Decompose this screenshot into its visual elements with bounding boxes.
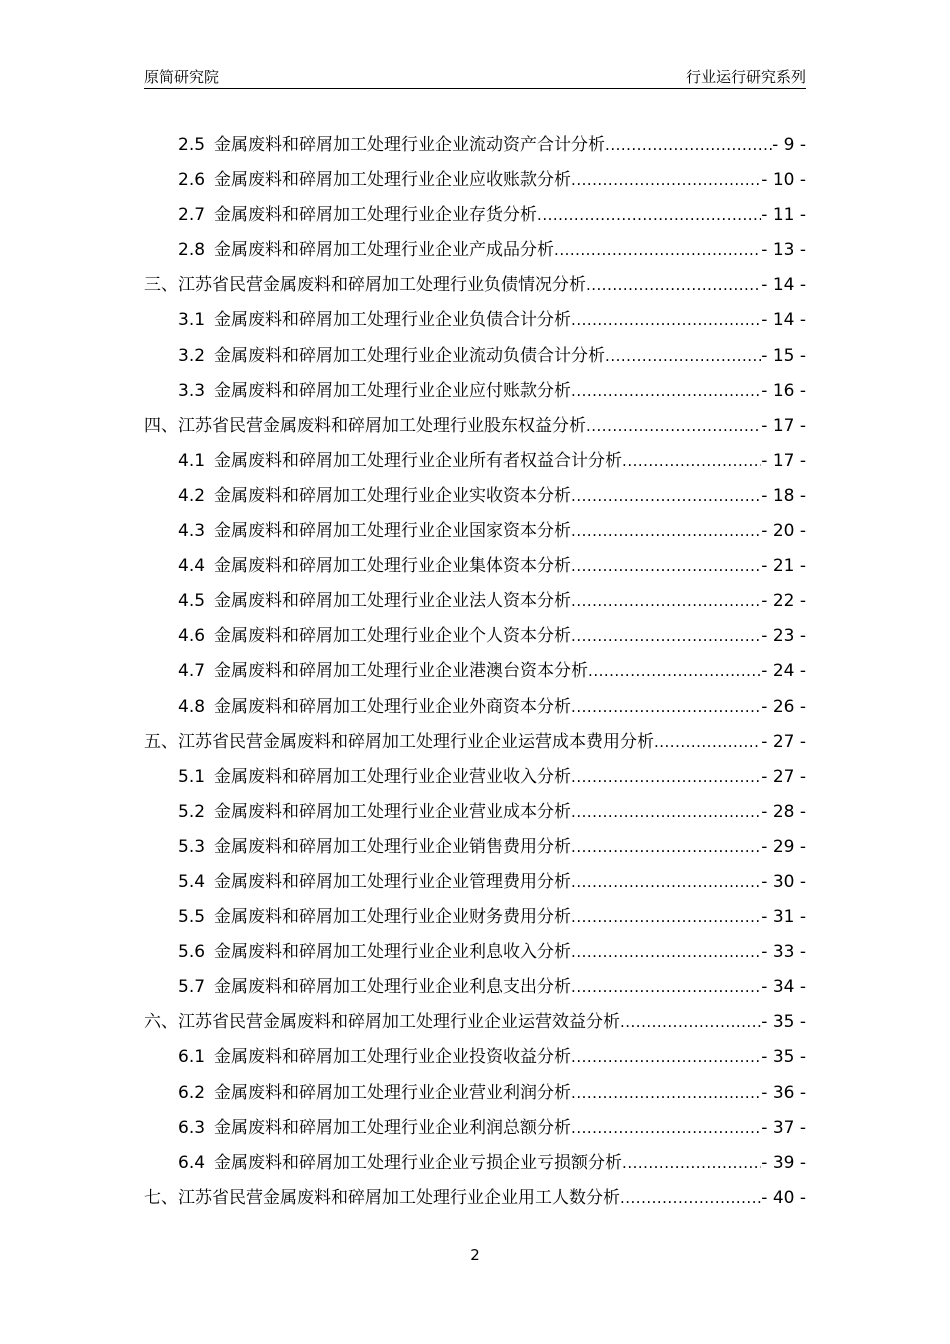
toc-leader-dots: [571, 830, 761, 865]
toc-entry-title: 金属废料和碎屑加工处理行业企业国家资本分析: [214, 521, 572, 542]
toc-entry-title: 五、江苏省民营金属废料和碎屑加工处理行业企业运营成本费用分析: [144, 731, 654, 752]
toc-entry[interactable]: [144, 1181, 806, 1216]
toc-entry-title: 金属废料和碎屑加工处理行业企业营业收入分析: [214, 766, 572, 787]
header-divider: [144, 88, 806, 89]
toc-entry-page: - 28 -: [761, 801, 806, 822]
toc-entry[interactable]: [144, 409, 806, 444]
toc-leader-dots: [537, 198, 761, 233]
toc-entry-page: - 15 -: [761, 345, 806, 366]
toc-entry-title: 金属废料和碎屑加工处理行业企业实收资本分析: [214, 485, 572, 506]
toc-entry-title: 金属废料和碎屑加工处理行业企业集体资本分析: [214, 556, 572, 577]
toc-entry-number: 4.2: [178, 485, 206, 506]
toc-entry[interactable]: [144, 198, 806, 233]
toc-entry[interactable]: [144, 935, 806, 970]
toc-entry-title: 金属废料和碎屑加工处理行业企业利润总额分析: [214, 1117, 572, 1138]
toc-entry-page: - 14 -: [761, 275, 806, 296]
toc-entry-title: 金属废料和碎屑加工处理行业企业个人资本分析: [214, 626, 572, 647]
table-of-contents: [144, 128, 806, 1216]
toc-entry-number: 2.6: [178, 170, 206, 191]
toc-entry-title: 四、江苏省民营金属废料和碎屑加工处理行业股东权益分析: [144, 415, 586, 436]
toc-leader-dots: [571, 584, 761, 619]
toc-leader-dots: [571, 619, 761, 654]
toc-leader-dots: [554, 233, 761, 268]
toc-entry-title: 六、江苏省民营金属废料和碎屑加工处理行业企业运营效益分析: [144, 1012, 620, 1033]
toc-entry-title: 金属废料和碎屑加工处理行业企业财务费用分析: [214, 907, 572, 928]
toc-entry-page: - 14 -: [761, 310, 806, 331]
toc-entry[interactable]: [144, 1040, 806, 1075]
toc-entry-number: 6.1: [178, 1047, 206, 1068]
toc-entry-page: - 11 -: [761, 205, 806, 226]
toc-leader-dots: [571, 795, 761, 830]
toc-entry[interactable]: [144, 690, 806, 725]
toc-entry-number: 5.3: [178, 836, 206, 857]
toc-entry-number: 5.5: [178, 907, 206, 928]
toc-leader-dots: [620, 1005, 761, 1040]
toc-entry-number: 6.4: [178, 1152, 206, 1173]
toc-entry-title: 金属废料和碎屑加工处理行业企业港澳台资本分析: [214, 661, 589, 682]
toc-entry-title: 金属废料和碎屑加工处理行业企业应收账款分析: [214, 170, 572, 191]
toc-leader-dots: [586, 409, 761, 444]
toc-entry-page: - 10 -: [761, 170, 806, 191]
toc-entry-number: 4.6: [178, 626, 206, 647]
toc-entry-page: - 22 -: [761, 591, 806, 612]
toc-entry[interactable]: [144, 514, 806, 549]
toc-entry-number: 3.2: [178, 345, 206, 366]
toc-entry[interactable]: [144, 374, 806, 409]
toc-entry-number: 4.5: [178, 591, 206, 612]
toc-leader-dots: [605, 128, 772, 163]
toc-entry-number: 4.4: [178, 556, 206, 577]
toc-entry-page: - 29 -: [761, 836, 806, 857]
toc-entry-number: 5.4: [178, 871, 206, 892]
toc-entry-page: - 21 -: [761, 556, 806, 577]
toc-entry[interactable]: [144, 163, 806, 198]
toc-entry[interactable]: [144, 584, 806, 619]
toc-leader-dots: [622, 1146, 761, 1181]
toc-leader-dots: [588, 654, 761, 689]
toc-entry[interactable]: [144, 233, 806, 268]
toc-entry-number: 2.5: [178, 135, 206, 155]
toc-entry-title: 金属废料和碎屑加工处理行业企业所有者权益合计分析: [214, 450, 623, 471]
toc-leader-dots: [620, 1181, 761, 1216]
toc-entry-page: - 37 -: [761, 1117, 806, 1138]
page-number: 2: [470, 1246, 480, 1264]
toc-leader-dots: [571, 1040, 761, 1075]
toc-entry-page: - 31 -: [761, 907, 806, 928]
toc-entry-number: 2.8: [178, 240, 206, 261]
toc-entry[interactable]: [144, 268, 806, 303]
toc-entry-number: 3.1: [178, 310, 206, 331]
toc-entry-page: - 27 -: [761, 766, 806, 787]
toc-entry-title: 金属废料和碎屑加工处理行业企业利息支出分析: [214, 977, 572, 998]
toc-entry-page: - 30 -: [761, 871, 806, 892]
toc-entry[interactable]: [144, 1076, 806, 1111]
toc-leader-dots: [571, 760, 761, 795]
toc-entry[interactable]: [144, 760, 806, 795]
toc-leader-dots: [586, 268, 761, 303]
toc-entry-title: 金属废料和碎屑加工处理行业企业营业利润分析: [214, 1082, 572, 1103]
toc-leader-dots: [571, 865, 761, 900]
toc-entry[interactable]: [144, 865, 806, 900]
toc-entry[interactable]: [144, 654, 806, 689]
toc-entry[interactable]: [144, 795, 806, 830]
toc-entry-number: 5.1: [178, 766, 206, 787]
toc-entry[interactable]: [144, 1111, 806, 1146]
toc-entry-page: - 23 -: [761, 626, 806, 647]
toc-leader-dots: [571, 549, 761, 584]
toc-leader-dots: [571, 900, 761, 935]
toc-entry[interactable]: [144, 444, 806, 479]
toc-entry-number: 5.7: [178, 977, 206, 998]
header-left: 原简研究院: [144, 68, 220, 86]
toc-entry-page: - 35 -: [761, 1012, 806, 1033]
toc-leader-dots: [571, 935, 761, 970]
toc-entry[interactable]: [144, 339, 806, 374]
toc-entry-page: - 18 -: [761, 485, 806, 506]
toc-entry-title: 金属废料和碎屑加工处理行业企业产成品分析: [214, 240, 555, 261]
toc-leader-dots: [571, 303, 761, 338]
toc-entry[interactable]: [144, 549, 806, 584]
toc-entry-page: - 17 -: [761, 450, 806, 471]
toc-entry-title: 金属废料和碎屑加工处理行业企业亏损企业亏损额分析: [214, 1152, 623, 1173]
toc-entry-title: 金属废料和碎屑加工处理行业企业管理费用分析: [214, 871, 572, 892]
toc-entry-number: 5.6: [178, 942, 206, 963]
toc-entry[interactable]: [144, 619, 806, 654]
toc-entry-title: 金属废料和碎屑加工处理行业企业应付账款分析: [214, 380, 572, 401]
toc-entry-page: - 35 -: [761, 1047, 806, 1068]
toc-entry[interactable]: [144, 900, 806, 935]
toc-entry[interactable]: [144, 830, 806, 865]
toc-entry-title: 金属废料和碎屑加工处理行业企业销售费用分析: [214, 836, 572, 857]
toc-entry[interactable]: [144, 303, 806, 338]
toc-entry-title: 金属废料和碎屑加工处理行业企业利息收入分析: [214, 942, 572, 963]
toc-entry[interactable]: [144, 1005, 806, 1040]
toc-entry[interactable]: [144, 725, 806, 760]
toc-leader-dots: [654, 725, 761, 760]
toc-entry-number: 2.7: [178, 205, 206, 226]
toc-leader-dots: [622, 444, 761, 479]
toc-entry-title: 金属废料和碎屑加工处理行业企业流动资产合计分析: [214, 135, 606, 155]
header-right: 行业运行研究系列: [685, 68, 806, 86]
toc-entry-page: - 36 -: [761, 1082, 806, 1103]
toc-entry-page: - 40 -: [761, 1187, 806, 1208]
toc-entry-title: 金属废料和碎屑加工处理行业企业存货分析: [214, 205, 538, 226]
toc-entry-number: 6.2: [178, 1082, 206, 1103]
toc-entry[interactable]: [144, 128, 806, 163]
toc-entry-title: 金属废料和碎屑加工处理行业企业流动负债合计分析: [214, 345, 606, 366]
toc-entry[interactable]: [144, 970, 806, 1005]
toc-entry-number: 4.8: [178, 696, 206, 717]
toc-entry[interactable]: [144, 1146, 806, 1181]
toc-entry-page: - 13 -: [761, 240, 806, 261]
toc-entry-page: - 16 -: [761, 380, 806, 401]
toc-entry-title: 金属废料和碎屑加工处理行业企业负债合计分析: [214, 310, 572, 331]
toc-leader-dots: [571, 374, 761, 409]
toc-entry-page: - 9 -: [772, 135, 806, 155]
toc-leader-dots: [571, 690, 761, 725]
toc-entry-page: - 39 -: [761, 1152, 806, 1173]
toc-leader-dots: [571, 163, 761, 198]
toc-entry-title: 金属废料和碎屑加工处理行业企业营业成本分析: [214, 801, 572, 822]
toc-entry-title: 三、江苏省民营金属废料和碎屑加工处理行业负债情况分析: [144, 275, 586, 296]
toc-entry-number: 4.7: [178, 661, 206, 682]
toc-entry-page: - 24 -: [761, 661, 806, 682]
toc-leader-dots: [605, 339, 761, 374]
toc-leader-dots: [571, 514, 761, 549]
toc-entry-title: 七、江苏省民营金属废料和碎屑加工处理行业企业用工人数分析: [144, 1187, 620, 1208]
toc-entry-number: 4.1: [178, 450, 206, 471]
toc-entry-number: 5.2: [178, 801, 206, 822]
toc-leader-dots: [571, 1076, 761, 1111]
toc-entry-page: - 26 -: [761, 696, 806, 717]
toc-entry-title: 金属废料和碎屑加工处理行业企业法人资本分析: [214, 591, 572, 612]
toc-leader-dots: [571, 479, 761, 514]
toc-entry-number: 4.3: [178, 521, 206, 542]
toc-entry-page: - 34 -: [761, 977, 806, 998]
toc-entry-page: - 33 -: [761, 942, 806, 963]
toc-entry-page: - 20 -: [761, 521, 806, 542]
toc-entry-title: 金属废料和碎屑加工处理行业企业外商资本分析: [214, 696, 572, 717]
toc-entry[interactable]: [144, 479, 806, 514]
toc-leader-dots: [571, 970, 761, 1005]
toc-leader-dots: [571, 1111, 761, 1146]
toc-entry-page: - 17 -: [761, 415, 806, 436]
toc-entry-number: 3.3: [178, 380, 206, 401]
toc-entry-page: - 27 -: [761, 731, 806, 752]
toc-entry-title: 金属废料和碎屑加工处理行业企业投资收益分析: [214, 1047, 572, 1068]
toc-entry-number: 6.3: [178, 1117, 206, 1138]
